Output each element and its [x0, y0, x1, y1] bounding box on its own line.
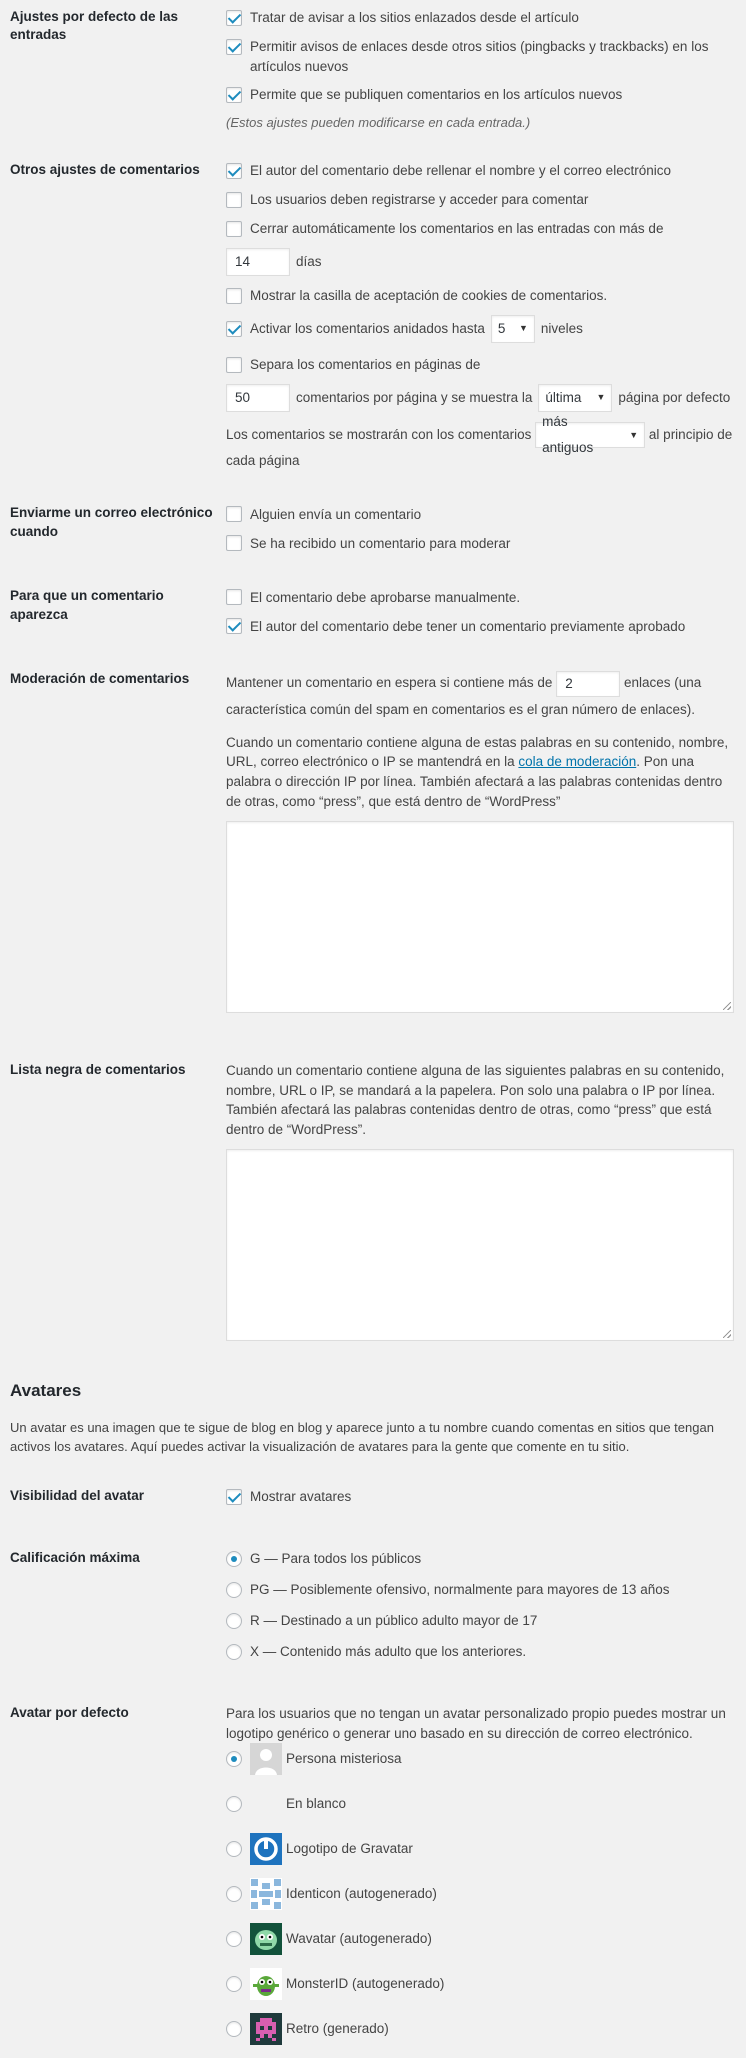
option-require-name-email[interactable] [226, 161, 736, 181]
checkbox-notify-linked[interactable] [226, 10, 242, 26]
chevron-down-icon: ▼ [518, 323, 528, 334]
option-label: Permite que se publiquen comentarios en los artículos nuevos [250, 87, 623, 103]
moderation-desc-a: Cuando un comentario contiene alguna de estas palabras en su contenido, nombre, URL, correo electrónico o IP se mantendrá en la [226, 734, 729, 770]
chevron-down-icon: ▼ [629, 430, 639, 441]
radio-avatar-mystery[interactable] [226, 1751, 242, 1767]
avatar-visibility-heading: Visibilidad del avatar [10, 1487, 145, 1503]
avatars-title: Avatares [10, 1381, 82, 1401]
email-heading: Enviarme un correo electrónico cuando [10, 505, 213, 539]
gravatar-logo-icon [250, 1833, 282, 1865]
option-notify-linked[interactable] [226, 8, 736, 28]
option-email-comment[interactable] [226, 504, 736, 524]
rating-option-g[interactable] [226, 1549, 736, 1569]
avatar-option-retro[interactable] [226, 2013, 736, 2045]
option-manual-approval[interactable] [226, 587, 736, 607]
avatar-option-label: MonsterID (autogenerado) [286, 1976, 445, 1992]
defaults-heading: Ajustes por defecto de las entradas [10, 9, 179, 43]
checkbox-cookies-optin[interactable] [226, 288, 242, 304]
option-label: G — Para todos los públicos [250, 1551, 422, 1567]
identicon-icon [250, 1878, 282, 1910]
blacklist-description: Cuando un comentario contiene alguna de las siguientes palabras en su contenido, nombre, URL o IP, se mandará a la papelera. Pon solo una palabra o IP por línea. También afectará las palabras contenidas dentro de otras, como “press” que está dentro de “WordPress”. [226, 1063, 725, 1137]
retro-icon [250, 2013, 282, 2045]
checkbox-page-comments[interactable] [226, 357, 242, 373]
rating-option-pg[interactable] [226, 1580, 736, 1600]
checkbox-allow-pingbacks[interactable] [226, 39, 242, 55]
checkbox-threaded-comments[interactable] [226, 321, 242, 337]
option-label: El comentario debe aprobarse manualmente. [250, 589, 521, 605]
radio-rating-x[interactable] [226, 1644, 242, 1660]
checkbox-allow-comments[interactable] [226, 87, 242, 103]
default-avatar-description: Para los usuarios que no tengan un avatar personalizado propio puedes mostrar un logotipo genérico o generar uno basado en su dirección de correo electrónico. [226, 1705, 726, 1741]
option-label: El autor del comentario debe tener un comentario previamente aprobado [250, 618, 686, 634]
checkbox-email-comment[interactable] [226, 506, 242, 522]
avatar-option-label: Logotipo de Gravatar [286, 1841, 413, 1857]
appear-heading: Para que un comentario aparezca [10, 588, 164, 622]
radio-avatar-monsterid[interactable] [226, 1976, 242, 1992]
option-label: PG — Posiblemente ofensivo, normalmente para mayores de 13 años [250, 1582, 670, 1598]
defaults-note: (Estos ajustes pueden modificarse en cada entrada.) [226, 115, 531, 131]
avatar-option-label: En blanco [286, 1796, 347, 1812]
max-links-input[interactable]: 2 [556, 671, 620, 697]
radio-rating-pg[interactable] [226, 1582, 242, 1598]
resize-handle-icon[interactable] [723, 1330, 731, 1338]
threaded-suffix: niveles [540, 321, 583, 337]
avatar-option-gravatar[interactable] [226, 1833, 736, 1865]
option-label: Se ha recibido un comentario para moderar [250, 535, 511, 551]
radio-rating-g[interactable] [226, 1551, 242, 1567]
moderation-heading: Moderación de comentarios [10, 671, 190, 687]
checkbox-manual-approval[interactable] [226, 589, 242, 605]
option-label: Tratar de avisar a los sitios enlazados desde el artículo [250, 10, 579, 26]
default-page-select[interactable] [538, 384, 612, 412]
moderation-keys-textarea[interactable] [226, 821, 734, 1013]
thread-depth-select[interactable] [491, 315, 535, 343]
rating-option-r[interactable] [226, 1611, 736, 1631]
avatar-option-monsterid[interactable] [226, 1968, 736, 2000]
default-avatar-heading: Avatar por defecto [10, 1704, 129, 1720]
option-cookies-optin[interactable] [226, 286, 736, 306]
option-label: Permitir avisos de enlaces desde otros sitios (pingbacks y trackbacks) en los artículos nuevos [250, 39, 709, 74]
other-heading: Otros ajustes de comentarios [10, 161, 200, 177]
option-label: R — Destinado a un público adulto mayor de 17 [250, 1613, 538, 1629]
moderation-desc-b: . Pon una palabra o dirección IP por línea. También afectará a las palabras contenidas dentro de otras, como “press”, que está dentro de “WordPress” [226, 754, 723, 809]
checkbox-email-moderation[interactable] [226, 535, 242, 551]
option-email-moderation[interactable] [226, 533, 736, 553]
radio-avatar-gravatar[interactable] [226, 1841, 242, 1857]
option-label: X — Contenido más adulto que los anteriores. [250, 1644, 527, 1660]
option-label: Cerrar automáticamente los comentarios en las entradas con más de [250, 221, 664, 237]
avatar-option-label: Retro (generado) [286, 2021, 389, 2037]
option-registration-required[interactable] [226, 190, 736, 210]
avatar-option-mystery[interactable] [226, 1743, 736, 1775]
monsterid-icon [250, 1968, 282, 2000]
resize-handle-icon[interactable] [723, 1002, 731, 1010]
option-label: Separa los comentarios en páginas de [250, 357, 481, 373]
option-allow-comments[interactable] [226, 85, 736, 105]
option-label: Alguien envía un comentario [250, 506, 422, 522]
option-close-comments[interactable] [226, 219, 736, 239]
blank-icon [250, 1788, 282, 1820]
avatars-intro: Un avatar es una imagen que te sigue de blog en blog y aparece junto a tu nombre cuando comentas en sitios que tengan activos los avatares. Aquí puedes activar la visualización de avatares para la gente que comente en tu sitio. [10, 1419, 714, 1455]
checkbox-registration-required[interactable] [226, 192, 242, 208]
rating-option-x[interactable] [226, 1642, 736, 1662]
comments-per-page-input[interactable]: 50 [226, 384, 290, 412]
moderation-description [226, 733, 736, 811]
option-label: Mostrar la casilla de aceptación de cookies de comentarios. [250, 288, 608, 304]
radio-avatar-wavatar[interactable] [226, 1931, 242, 1947]
avatar-option-wavatar[interactable] [226, 1923, 736, 1955]
moderation-queue-link[interactable]: cola de moderación [518, 754, 637, 770]
thread-depth-value: 5 [497, 321, 506, 337]
radio-avatar-blank[interactable] [226, 1796, 242, 1812]
links-suffix: enlaces (una característica común del spam en comentarios es el gran número de enlaces). [226, 675, 702, 717]
avatar-rating-heading: Calificación máxima [10, 1549, 140, 1565]
blacklist-keys-textarea[interactable] [226, 1149, 734, 1341]
default-page-value: última [545, 390, 582, 406]
comment-order-select[interactable] [535, 414, 645, 456]
checkbox-previously-approved[interactable] [226, 618, 242, 634]
order-prefix: Los comentarios se mostrarán con los comentarios [226, 426, 532, 442]
option-label: El autor del comentario debe rellenar el nombre y el correo electrónico [250, 163, 671, 179]
days-label: días [296, 254, 322, 270]
option-label: Mostrar avatares [250, 1489, 352, 1505]
option-label: Los usuarios deben registrarse y acceder para comentar [250, 192, 589, 208]
checkbox-show-avatars[interactable] [226, 1489, 242, 1505]
avatar-settings-table [10, 1479, 736, 2058]
option-previously-approved[interactable] [226, 616, 736, 636]
threaded-label: Activar los comentarios anidados hasta [250, 321, 485, 337]
per-page-label: comentarios por página y se muestra la [296, 390, 533, 406]
checkbox-close-comments[interactable] [226, 221, 242, 237]
option-allow-pingbacks[interactable] [226, 37, 736, 76]
comment-order-value: más antiguos [542, 414, 594, 456]
page-suffix: página por defecto [618, 390, 731, 406]
checkbox-require-name-email[interactable] [226, 163, 242, 179]
radio-avatar-retro[interactable] [226, 2021, 242, 2037]
option-page-comments[interactable] [226, 355, 736, 375]
radio-rating-r[interactable] [226, 1613, 242, 1629]
option-show-avatars[interactable] [226, 1487, 736, 1507]
avatar-option-label: Wavatar (autogenerado) [286, 1931, 432, 1947]
avatar-option-label: Identicon (autogenerado) [286, 1886, 437, 1902]
wavatar-icon [250, 1923, 282, 1955]
mystery-person-icon [250, 1743, 282, 1775]
blacklist-heading: Lista negra de comentarios [10, 1062, 186, 1078]
radio-avatar-identicon[interactable] [226, 1886, 242, 1902]
avatar-option-label: Persona misteriosa [286, 1751, 402, 1767]
comments-settings-table [10, 0, 736, 1341]
order-suffix: al principio de cada página [226, 426, 733, 469]
avatar-option-identicon[interactable] [226, 1878, 736, 1910]
comment-order-line [226, 414, 736, 474]
links-prefix: Mantener un comentario en espera si contiene más de [226, 675, 553, 691]
close-days-input[interactable]: 14 [226, 248, 290, 276]
chevron-down-icon: ▼ [596, 392, 606, 403]
avatar-option-blank[interactable] [226, 1788, 736, 1820]
